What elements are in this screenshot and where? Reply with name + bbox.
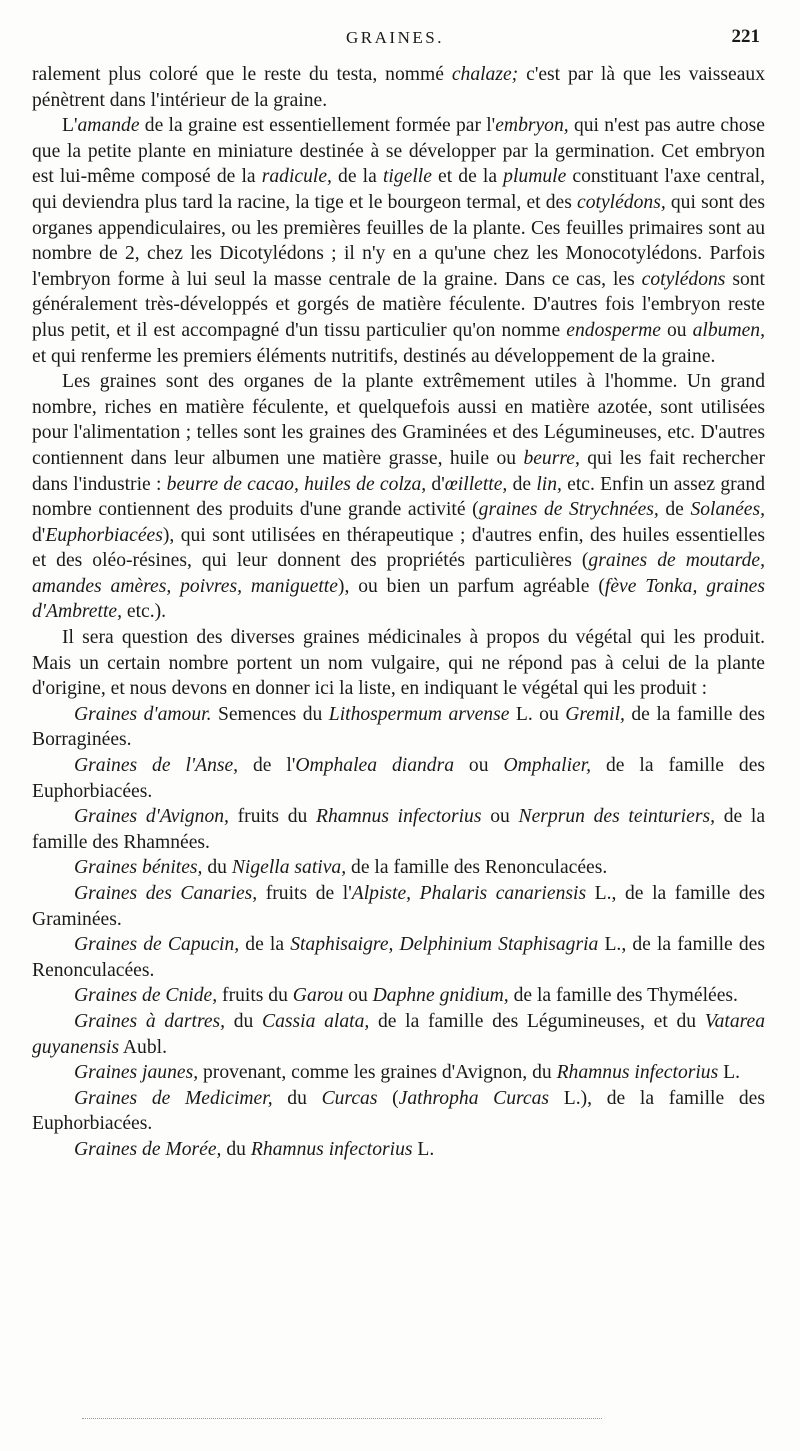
italic-text: Graines jaunes, <box>74 1062 199 1084</box>
italic-text: Omphalea diandra <box>295 755 455 777</box>
glossary-entry <box>32 932 765 983</box>
text-run: ralement plus coloré que le reste du testa, nommé <box>32 64 452 85</box>
text-run: de la famille des Rhamnées. <box>32 806 766 853</box>
italic-text: Rhamnus infectorius <box>556 1062 719 1084</box>
italic-text: chalaze; <box>451 64 519 85</box>
text-run: etc. Enfin un assez grand nombre contiennent des produits d'une grande activité ( <box>32 473 765 521</box>
text-run: L., de la famille des Graminées. <box>32 883 765 930</box>
text-run: ), qui sont utilisées en thérapeutique ; d'autres enfin, des huiles essentielles et des oléo-résines, qui leur donnent des propriétés particulières ( <box>32 524 765 572</box>
italic-text: graines de Strychnées, <box>478 499 659 521</box>
text-run: ou <box>454 755 504 777</box>
italic-text: Graines de Capucin, <box>74 934 240 956</box>
italic-text: Graines de l'Anse, <box>74 755 239 777</box>
paragraph <box>32 113 765 369</box>
page-header <box>30 28 760 54</box>
text-run: Les graines sont des organes de la plante extrêmement utiles à l'homme. Un grand nombre, riches en matière féculente, et quelquefois aussi en matière azotée, sont utilisées pour l'alimentation ; telles sont les graines des Graminées et des Légumineuses, etc. D'autres contiennent dans leur albumen une matière grasse, huile ou <box>32 371 765 469</box>
italic-text: Jathropha Curcas <box>398 1087 550 1109</box>
text-run: sont généralement très-développés et gorgés de matière féculente. D'autres fois l'embryon reste plus petit, et il est accompagné d'un tissu particulier qu'on nomme <box>32 268 765 341</box>
glossary-entry <box>32 1137 765 1163</box>
italic-text: radicule, <box>261 166 332 188</box>
italic-text: fève Tonka, graines d'Ambrette, <box>32 575 765 623</box>
text-run: du <box>225 1010 263 1032</box>
text-run: du <box>272 1087 322 1109</box>
text-run: fruits du <box>228 806 317 828</box>
italic-text: Staphisaigre, Delphinium Staphisagria <box>290 934 599 956</box>
text-run: L' <box>62 115 78 137</box>
text-run: Semences du <box>211 703 329 725</box>
text-run: de <box>507 473 537 495</box>
text-run: ( <box>377 1087 399 1109</box>
italic-text: œillette, <box>444 473 508 495</box>
running-title: GRAINES. <box>346 28 444 47</box>
italic-text: amande <box>77 115 140 137</box>
italic-text: beurre, <box>523 447 580 469</box>
text-run: fruits du <box>217 985 293 1007</box>
text-run: de <box>658 499 691 521</box>
text-run: L. <box>412 1138 435 1160</box>
italic-text: Daphne gnidium, <box>372 985 509 1007</box>
glossary-entry <box>32 983 765 1009</box>
italic-text: Graines à dartres, <box>74 1010 226 1032</box>
text-run: du <box>221 1138 251 1160</box>
italic-text: Euphorbiacées <box>45 524 163 546</box>
text-run: c'est par là que les vaisseaux pénètrent dans l'intérieur de la graine. <box>32 64 765 111</box>
glossary-entry <box>32 1009 765 1060</box>
italic-text: Curcas <box>321 1087 378 1109</box>
text-run: L. ou <box>509 703 566 725</box>
italic-text: plumule <box>503 166 567 188</box>
text-run: ), ou bien un parfum agréable ( <box>337 575 605 597</box>
text-run: L.), de la famille des Euphorbiacées. <box>32 1087 766 1135</box>
footer-rule <box>82 1418 602 1419</box>
text-run: de la <box>331 166 383 188</box>
text-run: de la famille des Légumineuses, et du <box>369 1010 705 1032</box>
italic-text: embryon, <box>495 115 569 137</box>
page-number: 221 <box>731 26 760 47</box>
italic-text: Graines de Cnide, <box>74 985 218 1007</box>
text-run: et de la <box>431 166 504 188</box>
italic-text: Rhamnus infectorius <box>250 1138 413 1160</box>
text-run: constituant l'axe central, qui deviendra plus tard la racine, la tige et le bourgeon termal, et des <box>32 166 765 213</box>
glossary-entry <box>32 881 765 932</box>
italic-text: graines de moutarde, amandes amères, poivres, maniguette <box>32 550 765 597</box>
body-text <box>32 62 765 1163</box>
italic-text: Rhamnus infectorius <box>316 806 482 828</box>
italic-text: albumen, <box>692 319 766 341</box>
text-run: ou <box>343 985 373 1007</box>
italic-text: Cassia alata, <box>262 1010 370 1032</box>
italic-text: Solanées, <box>690 499 765 521</box>
glossary-entry <box>32 1060 765 1086</box>
text-run: d' <box>426 473 445 495</box>
paragraph <box>32 62 765 113</box>
text-run: de la famille des Borraginées. <box>32 703 765 751</box>
text-run: de la <box>239 934 291 956</box>
glossary-entry <box>32 702 765 753</box>
glossary-entry <box>32 1086 765 1137</box>
text-run: L. <box>718 1062 740 1084</box>
italic-text: Vatarea guyanensis <box>32 1010 766 1058</box>
italic-text: Nigella sativa, <box>231 857 347 879</box>
text-run: de la famille des Thymélées. <box>508 985 738 1007</box>
italic-text: Garou <box>292 985 344 1007</box>
text-run: de la graine est essentiellement formée par l' <box>139 115 496 137</box>
text-run: provenant, comme les graines d'Avignon, du <box>198 1062 557 1084</box>
paragraph <box>32 625 765 702</box>
text-run: de la famille des Euphorbiacées. <box>32 755 766 802</box>
italic-text: Gremil, <box>565 703 625 725</box>
text-run: qui les fait rechercher dans l'industrie : <box>32 447 765 495</box>
paragraph <box>32 369 765 625</box>
italic-text: Graines bénites, <box>74 857 203 879</box>
italic-text: beurre de cacao, huiles de colza, <box>166 473 427 495</box>
text-run: d' <box>32 524 46 546</box>
italic-text: cotylédons <box>641 268 726 290</box>
text-run: qui n'est pas autre chose que la petite plante en miniature destinée à se développer par la germination. Cet embryon est lui-même composé de la <box>32 115 765 188</box>
italic-text: cotylédons, <box>577 191 666 213</box>
italic-text: lin, <box>536 473 562 495</box>
glossary-entry <box>32 753 765 804</box>
text-run: et qui renferme les premiers éléments nutritifs, destinés au développement de la graine. <box>32 345 716 367</box>
text-run: etc.). <box>121 601 167 623</box>
text-run: de la famille des Renonculacées. <box>346 857 608 879</box>
italic-text: Lithospermum arvense <box>328 703 510 725</box>
italic-text: Graines des Canaries, <box>74 883 258 904</box>
text-run: qui sont des organes appendiculaires, ou les premières feuilles de la plante. Ces feuilles primaires sont au nombre de 2, chez les Dicotylédons ; il n'y en a qu'une chez les Monocotylédons. Parfois l'embryon forme à lui seul la masse centrale de la graine. Dans ce cas, les <box>32 191 765 290</box>
italic-text: endosperme <box>566 319 661 341</box>
text-run: fruits de l' <box>257 883 352 904</box>
glossary-entry <box>32 855 765 881</box>
italic-text: Graines d'Avignon, <box>74 806 229 828</box>
glossary-entry <box>32 804 765 855</box>
italic-text: Graines de Morée, <box>74 1138 222 1160</box>
text-run: Aubl. <box>119 1036 167 1058</box>
text-run: ou <box>481 806 519 828</box>
text-run: ou <box>660 319 693 341</box>
italic-text: Alpiste, Phalaris canariensis <box>351 883 587 904</box>
italic-text: tigelle <box>382 166 432 188</box>
text-run: du <box>202 857 232 879</box>
italic-text: Nerprun des teinturiers, <box>518 806 715 828</box>
text-run: Il sera question des diverses graines médicinales à propos du végétal qui les produit. Mais un certain nombre portent un nom vulgaire, qui ne répond pas à celui de la plante d'origine, et nous devons en donner ici la liste, en indiquant le végétal qui les produit : <box>32 627 765 700</box>
italic-text: Graines d'amour. <box>74 703 212 725</box>
text-run: de l' <box>238 755 296 777</box>
italic-text: Graines de Medicimer, <box>74 1087 273 1109</box>
italic-text: Omphalier, <box>503 755 592 777</box>
text-run: L., de la famille des Renonculacées. <box>32 934 765 981</box>
